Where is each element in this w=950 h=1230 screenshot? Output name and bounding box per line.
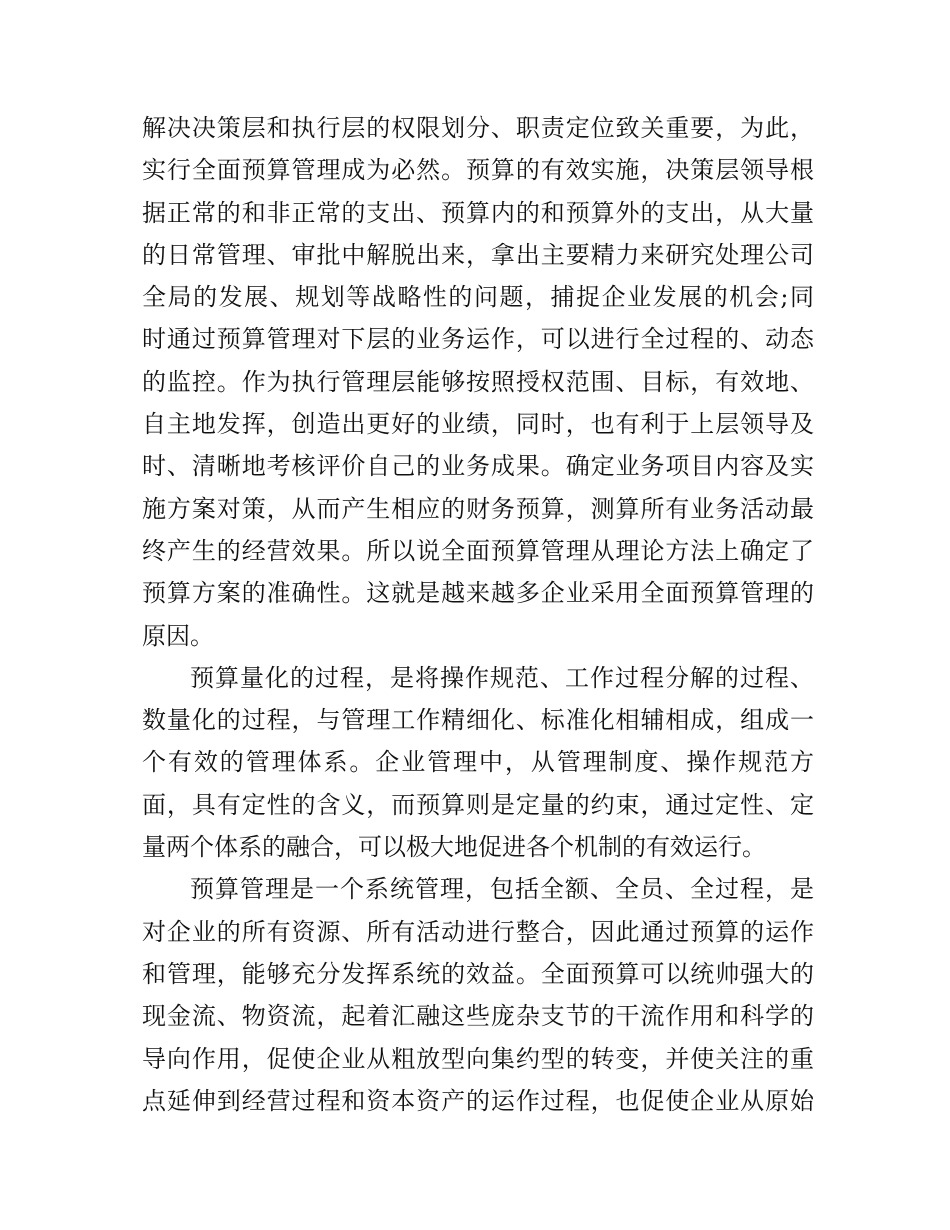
paragraph <box>142 868 814 1122</box>
text-line: 预算方案的准确性。这就是越来越多企业采用全面预算管理的 <box>142 579 814 608</box>
text-line: 现金流、物资流，起着汇融这些庞杂支节的干流作用和科学的 <box>142 1002 814 1031</box>
text-line: 自主地发挥，创造出更好的业绩，同时，也有利于上层领导及 <box>142 410 814 439</box>
text-line: 对企业的所有资源、所有活动进行整合，因此通过预算的运作 <box>142 917 814 946</box>
text-line: 终产生的经营效果。所以说全面预算管理从理论方法上确定了 <box>142 536 814 565</box>
text-line: 施方案对策，从而产生相应的财务预算，测算所有业务活动最 <box>142 494 814 523</box>
text-line: 解决决策层和执行层的权限划分、职责定位致关重要，为此， <box>142 114 814 142</box>
text-line: 的监控。作为执行管理层能够按照授权范围、目标，有效地、 <box>142 367 814 396</box>
text-line: 面，具有定性的含义，而预算则是定量的约束，通过定性、定 <box>142 790 814 819</box>
text-line: 的日常管理、审批中解脱出来，拿出主要精力来研究处理公司 <box>142 240 814 269</box>
text-line: 点延伸到经营过程和资本资产的运作过程，也促使企业从原始 <box>142 1086 814 1115</box>
document-body <box>142 107 814 1122</box>
paragraph <box>142 657 814 868</box>
text-line: 数量化的过程，与管理工作精细化、标准化相辅相成，组成一 <box>142 706 814 735</box>
text-line: 全局的发展、规划等战略性的问题，捕捉企业发展的机会;同 <box>142 283 814 312</box>
text-line: 预算管理是一个系统管理，包括全额、全员、全过程，是 <box>190 875 814 904</box>
text-line: 原因。 <box>142 621 214 650</box>
text-line: 导向作用，促使企业从粗放型向集约型的转变，并使关注的重 <box>142 1044 814 1073</box>
text-line: 实行全面预算管理成为必然。预算的有效实施，决策层领导根 <box>142 156 814 185</box>
text-line: 据正常的和非正常的支出、预算内的和预算外的支出，从大量 <box>142 198 814 227</box>
text-line: 和管理，能够充分发挥系统的效益。全面预算可以统帅强大的 <box>142 959 814 988</box>
text-line: 个有效的管理体系。企业管理中，从管理制度、操作规范方 <box>142 748 814 777</box>
paragraph <box>142 107 814 657</box>
text-line: 时、清晰地考核评价自己的业务成果。确定业务项目内容及实 <box>142 452 814 481</box>
text-line: 预算量化的过程，是将操作规范、工作过程分解的过程、 <box>190 663 814 692</box>
text-line: 时通过预算管理对下层的业务运作，可以进行全过程的、动态 <box>142 325 814 354</box>
text-line: 量两个体系的融合，可以极大地促进各个机制的有效运行。 <box>142 833 766 862</box>
